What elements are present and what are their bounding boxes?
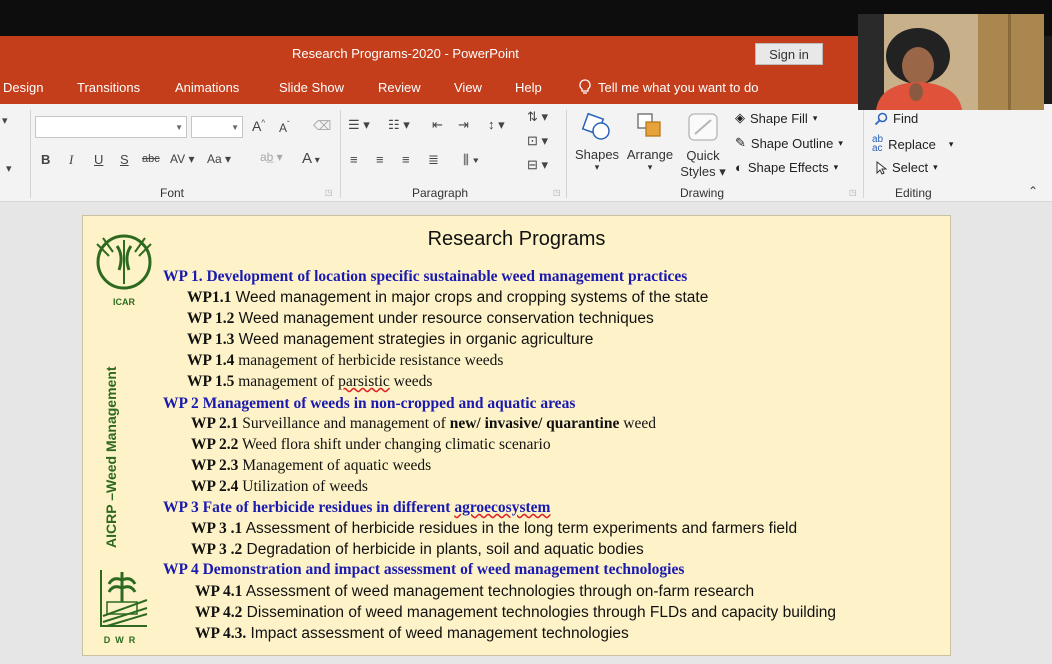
font-dialog-launcher-icon[interactable]: ◳: [325, 188, 333, 197]
cursor-icon: [875, 161, 887, 175]
list-item: WP 4.1 Assessment of weed management technologies through on-farm research: [195, 583, 755, 600]
slide-title: Research Programs: [427, 228, 606, 250]
quick-styles-button[interactable]: Quick Styles ▾: [680, 110, 726, 180]
list-item: WP 3 .2 Degradation of herbicide in plants, soil and aquatic bodies: [191, 541, 644, 558]
find-button[interactable]: Find: [874, 111, 918, 126]
title-bar: [0, 36, 860, 72]
collapse-ribbon-icon[interactable]: ⌃: [1028, 184, 1039, 198]
wp1-heading: WP 1. Development of location specific sustainable weed management practices: [163, 268, 688, 285]
lightbulb-icon: [578, 79, 592, 95]
pen-icon: ✎: [735, 135, 746, 150]
sign-in-button[interactable]: Sign in: [755, 43, 823, 65]
font-group-label: Font: [160, 186, 185, 200]
icar-logo-text: ICAR: [113, 297, 135, 307]
list-item: WP 4.2 Dissemination of weed management technologies through FLDs and capacity building: [195, 604, 837, 621]
bullets-icon[interactable]: ☰ ▾: [348, 117, 370, 132]
tab-help[interactable]: Help: [515, 80, 542, 95]
list-item: WP 1.4 management of herbicide resistance weeds: [187, 352, 504, 369]
list-item: WP 1.2 Weed management under resource conservation techniques: [187, 310, 654, 327]
drawing-dialog-launcher-icon[interactable]: ◳: [849, 188, 857, 197]
clipped-dropdown-icon-2[interactable]: ▾: [6, 163, 12, 175]
list-item: WP1.1 Weed management in major crops and cropping systems of the state: [187, 289, 709, 306]
replace-icon: ab ac: [872, 134, 884, 154]
slide[interactable]: [82, 215, 951, 656]
drawing-group-label: Drawing: [680, 186, 725, 200]
list-item: WP 2.1 Surveillance and management of new/ invasive/ quarantine weed: [191, 415, 656, 432]
paint-bucket-icon: ◈: [735, 110, 745, 125]
list-item: WP 2.3 Management of aquatic weeds: [191, 457, 432, 474]
quick-styles-icon: [685, 110, 721, 144]
replace-button[interactable]: ab ac Replace ▾: [872, 134, 954, 154]
change-case-button[interactable]: Aa ▾: [207, 152, 232, 166]
tell-me-text: Tell me what you want to do: [598, 79, 759, 95]
shape-outline-button[interactable]: ✎ Shape Outline ▾: [735, 135, 843, 151]
list-item: WP 3 .1 Assessment of herbicide residues in the long term experiments and farmers field: [191, 520, 798, 537]
align-center-icon[interactable]: ≡: [376, 152, 384, 167]
divider: [863, 110, 864, 198]
shape-fill-button[interactable]: ◈ Shape Fill ▾: [735, 110, 818, 126]
smartart-icon[interactable]: ⊟ ▾: [527, 157, 549, 172]
underline-button[interactable]: U: [94, 152, 104, 167]
grow-font-button[interactable]: A^: [252, 118, 266, 134]
list-item: WP 2.4 Utilization of weeds: [191, 478, 368, 495]
tab-slide-show[interactable]: Slide Show: [279, 80, 345, 95]
wp2-heading: WP 2 Management of weeds in non-cropped and aquatic areas: [163, 395, 576, 412]
list-item: WP 4.3. Impact assessment of weed management technologies: [195, 625, 629, 642]
shapes-button[interactable]: Shapes ▾: [573, 110, 621, 173]
dwr-logo-text: DWR: [103, 635, 141, 645]
window-title: Research Programs-2020 - PowerPoint: [292, 46, 519, 61]
increase-indent-icon[interactable]: ⇥: [458, 117, 469, 132]
shrink-font-button[interactable]: $A^ˇ$: [279, 120, 290, 135]
editing-group-label: Editing: [895, 186, 932, 200]
shape-effects-button[interactable]: ◐ Shape Effects ▾: [735, 160, 839, 175]
text-shadow-button[interactable]: S: [120, 152, 129, 167]
justify-icon[interactable]: ≣: [428, 152, 439, 167]
tab-review[interactable]: Review: [378, 80, 421, 95]
clipped-dropdown-icon[interactable]: ▾: [2, 115, 8, 127]
dwr-logo: [87, 566, 157, 644]
font-size-box[interactable]: ▼: [191, 116, 243, 138]
numbering-icon[interactable]: ☷ ▾: [388, 117, 410, 132]
divider: [566, 110, 567, 198]
bold-button[interactable]: B: [41, 152, 51, 167]
wp3-heading: WP 3 Fate of herbicide residues in different agroecosystem: [163, 499, 551, 516]
strikethrough-button[interactable]: abc: [142, 153, 160, 165]
clear-formatting-icon[interactable]: ⌫: [313, 118, 332, 133]
wp4-heading: WP 4 Demonstration and impact assessment of weed management technologies: [163, 561, 685, 578]
columns-icon[interactable]: ⫼ ▾: [463, 152, 479, 167]
font-color-button[interactable]: A ▾: [302, 150, 320, 167]
paragraph-dialog-launcher-icon[interactable]: ◳: [553, 188, 561, 197]
font-name-box[interactable]: ▼: [35, 116, 187, 138]
list-item: WP 1.5 management of parsistic weeds: [187, 373, 433, 390]
ribbon-tabs: [0, 72, 860, 104]
text-direction-icon[interactable]: ⇅ ▾: [527, 109, 549, 124]
tab-animations[interactable]: Animations: [175, 80, 240, 95]
italic-button[interactable]: I: [69, 152, 74, 167]
divider: [340, 110, 341, 198]
dwr-emblem-icon: [87, 566, 157, 630]
highlight-color-icon[interactable]: ab̲ ▾: [260, 150, 283, 164]
list-item: WP 1.3 Weed management strategies in organic agriculture: [187, 331, 594, 348]
effects-icon: ◐: [735, 160, 743, 175]
ribbon: [0, 104, 1052, 202]
select-button[interactable]: Select ▾: [875, 160, 938, 175]
list-item: WP 2.2 Weed flora shift under changing climatic scenario: [191, 436, 551, 453]
align-text-icon[interactable]: ⊡ ▾: [527, 133, 549, 148]
arrange-button[interactable]: Arrange ▾: [624, 110, 676, 173]
search-icon: [874, 112, 888, 126]
arrange-icon: [632, 110, 668, 144]
align-right-icon[interactable]: ≡: [402, 152, 410, 167]
paragraph-group-label: Paragraph: [412, 186, 469, 200]
webcam-overlay: [858, 14, 1044, 110]
tab-transitions[interactable]: Transitions: [77, 80, 141, 95]
icar-logo: [89, 232, 159, 307]
side-label: AICRP –Weed Management: [103, 366, 119, 548]
tab-view[interactable]: View: [454, 80, 482, 95]
tell-me-search[interactable]: [578, 79, 758, 95]
decrease-indent-icon[interactable]: ⇤: [432, 117, 443, 132]
presenter-video-image: [858, 14, 1044, 110]
wheat-emblem-icon: [89, 232, 159, 292]
character-spacing-button[interactable]: AV ▾: [170, 152, 195, 166]
divider: [30, 110, 31, 198]
tab-design[interactable]: Design: [3, 80, 44, 95]
align-left-icon[interactable]: ≡: [350, 152, 358, 167]
line-spacing-icon[interactable]: ↕ ▾: [488, 117, 505, 132]
shapes-icon: [579, 110, 615, 144]
